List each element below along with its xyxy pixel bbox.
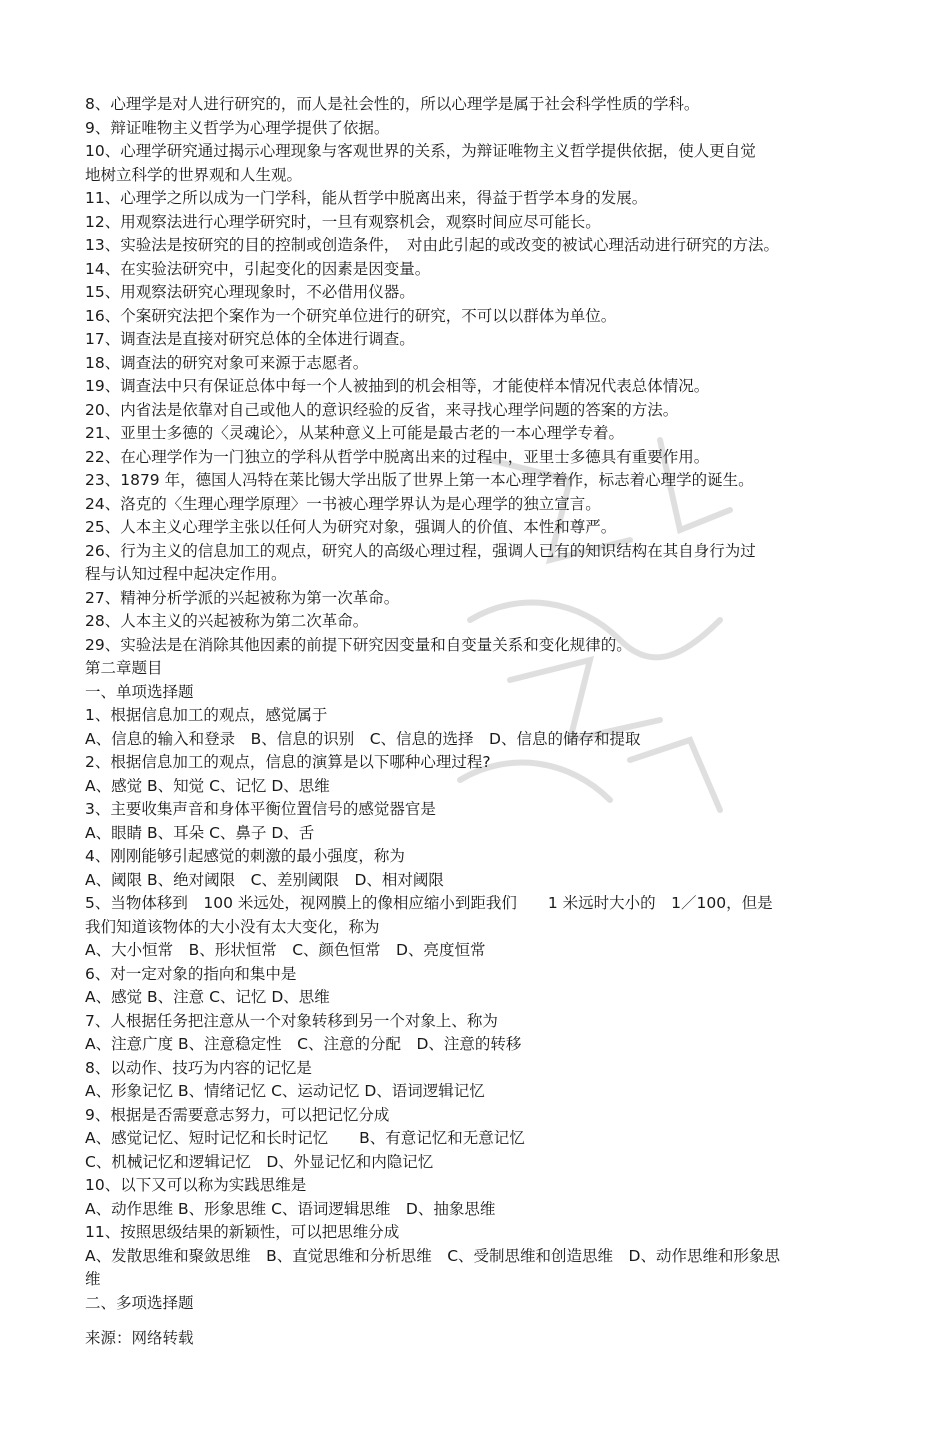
text-line: 15、用观察法研究心理现象时，不必借用仪器。	[85, 283, 415, 301]
question-line: 7、人根据任务把注意从一个对象转移到另一个对象上、称为	[85, 1011, 498, 1030]
text-line: 22、在心理学作为一门独立的学科从哲学中脱离出来的过程中，亚里士多德具有重要作用。	[85, 447, 710, 466]
text-line: 29、实验法是在消除其他因素的前提下研究因变量和自变量关系和变化规律的。	[85, 635, 632, 654]
options-line: A、大小恒常 B、形状恒常 C、颜色恒常 D、亮度恒常	[85, 941, 486, 959]
question-line: 1、根据信息加工的观点，感觉属于	[85, 706, 328, 724]
text-line: 12、用观察法进行心理学研究时，一旦有观察机会，观察时间应尽可能长。	[85, 212, 601, 231]
options-line: A、动作思维 B、形象思维 C、语词逻辑思维 D、抽象思维	[85, 1199, 496, 1218]
text-line: 9、辩证唯物主义哲学为心理学提供了依据。	[85, 118, 390, 137]
question-line: 8、以动作、技巧为内容的记忆是	[85, 1058, 312, 1077]
text-line: 14、在实验法研究中，引起变化的因素是因变量。	[85, 259, 431, 278]
question-line: 2、根据信息加工的观点，信息的演算是以下哪种心理过程?	[85, 753, 491, 771]
text-line: 27、精神分析学派的兴起被称为第一次革命。	[85, 588, 400, 607]
question-line: 11、按照思级结果的新颖性，可以把思维分成	[85, 1223, 400, 1241]
text-line: 21、亚里士多德的〈灵魂论〉，从某种意义上可能是最古老的一本心理学专着。	[85, 424, 624, 442]
section-heading: 一、单项选择题	[85, 682, 194, 701]
text-line: 16、个案研究法把个案作为一个研究单位进行的研究，不可以以群体为单位。	[85, 306, 617, 325]
text-line: 23、1879 年，德国人冯特在莱比锡大学出版了世界上第一本心理学着作，标志着心理学的诞生。	[85, 471, 754, 489]
question-line: 9、根据是否需要意志努力，可以把记忆分成	[85, 1105, 390, 1124]
text-line: 18、调查法的研究对象可来源于志愿者。	[85, 353, 369, 372]
options-line: 维	[85, 1270, 101, 1288]
question-line: 5、当物体移到 100 米远处，视网膜上的像相应缩小到距我们 1 米远时大小的 1／100，但是	[85, 894, 773, 912]
options-line: A、信息的输入和登录 B、信息的识别 C、信息的选择 D、信息的储存和提取	[85, 729, 641, 748]
text-line: 地树立科学的世界观和人生观。	[85, 165, 303, 184]
text-line: 13、实验法是按研究的目的控制或创造条件， 对由此引起的或改变的被试心理活动进行研究的方法。	[85, 236, 779, 254]
options-line: A、阈限 B、绝对阈限 C、差别阈限 D、相对阈限	[85, 870, 444, 889]
text-line: 11、心理学之所以成为一门学科，能从哲学中脱离出来，得益于哲学本身的发展。	[85, 189, 648, 207]
chapter-heading: 第二章题目	[85, 659, 163, 677]
section-heading: 二、多项选择题	[85, 1293, 194, 1312]
options-line: A、感觉 B、知觉 C、记忆 D、思维	[85, 776, 330, 795]
question-line: 10、以下又可以称为实践思维是	[85, 1176, 307, 1194]
text-line: 17、调查法是直接对研究总体的全体进行调查。	[85, 330, 415, 348]
question-line: 我们知道该物体的大小没有太大变化，称为	[85, 917, 380, 936]
text-line: 25、人本主义心理学主张以任何人为研究对象，强调人的价值、本性和尊严。	[85, 518, 617, 536]
options-line: A、眼睛 B、耳朵 C、鼻子 D、舌	[85, 823, 315, 842]
question-line: 3、主要收集声音和身体平衡位置信号的感觉器官是	[85, 800, 436, 818]
options-line: A、形象记忆 B、情绪记忆 C、运动记忆 D、语词逻辑记忆	[85, 1082, 485, 1100]
question-line: 4、刚刚能够引起感觉的刺激的最小强度，称为	[85, 847, 405, 865]
text-line: 28、人本主义的兴起被称为第二次革命。	[85, 612, 369, 630]
source-note: 来源：网络转载	[85, 1329, 194, 1347]
text-line: 24、洛克的〈生理心理学原理〉一书被心理学界认为是心理学的独立宣言。	[85, 494, 601, 513]
options-line: A、注意广度 B、注意稳定性 C、注意的分配 D、注意的转移	[85, 1035, 522, 1053]
text-line: 程与认知过程中起决定作用。	[85, 565, 287, 583]
text-line: 10、心理学研究通过揭示心理现象与客观世界的关系，为辩证唯物主义哲学提供依据，使人更自觉	[85, 142, 756, 160]
text-line: 26、行为主义的信息加工的观点，研究人的高级心理过程，强调人已有的知识结构在其自身行为过	[85, 541, 756, 560]
options-line: A、感觉记忆、短时记忆和长时记忆 B、有意记忆和无意记忆	[85, 1129, 525, 1147]
options-line: A、感觉 B、注意 C、记忆 D、思维	[85, 988, 330, 1006]
document-body	[85, 93, 865, 1351]
text-line: 19、调查法中只有保证总体中每一个人被抽到的机会相等，才能使样本情况代表总体情况。	[85, 377, 710, 395]
text-line: 8、心理学是对人进行研究的，而人是社会性的，所以心理学是属于社会科学性质的学科。	[85, 95, 700, 113]
options-line: C、机械记忆和逻辑记忆 D、外显记忆和内隐记忆	[85, 1152, 434, 1171]
options-line: A、发散思维和聚敛思维 B、直觉思维和分析思维 C、受制思维和创造思维 D、动作思维和形象思	[85, 1246, 780, 1265]
text-line: 20、内省法是依靠对自己或他人的意识经验的反省，来寻找心理学问题的答案的方法。	[85, 400, 679, 419]
question-line: 6、对一定对象的指向和集中是	[85, 964, 297, 983]
